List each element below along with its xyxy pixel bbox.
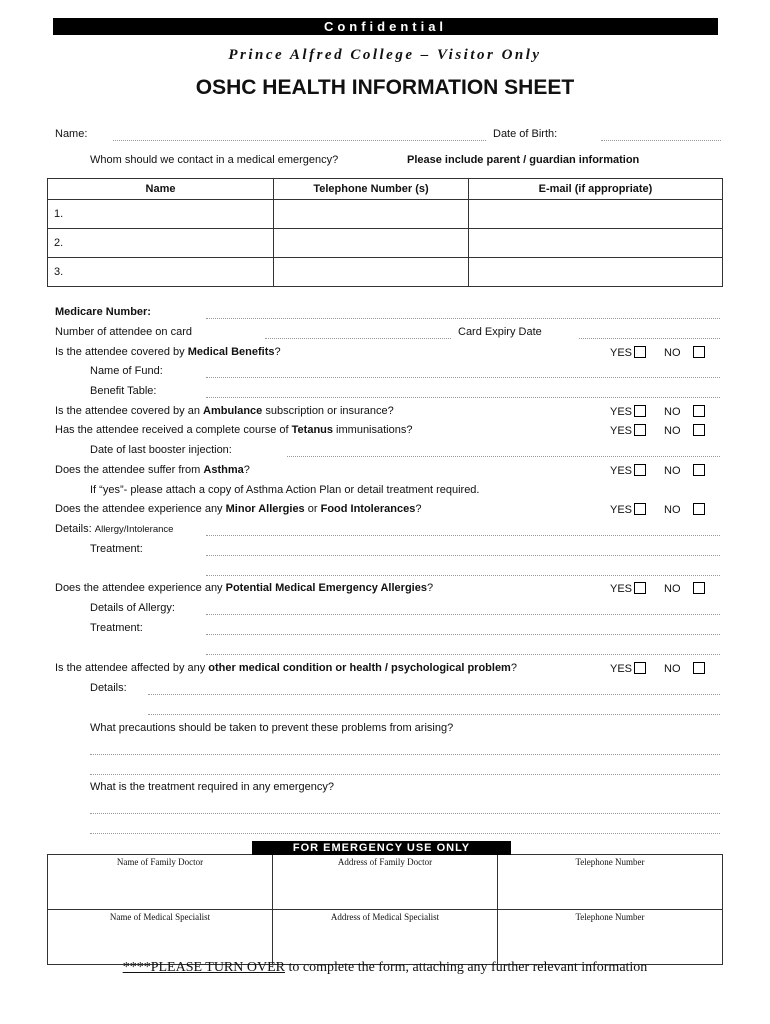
specialist-phone-cell[interactable]: Telephone Number: [498, 910, 723, 965]
contact-email-cell[interactable]: [469, 200, 723, 229]
ambulance-question: Is the attendee covered by an Ambulance subscription or insurance?: [55, 405, 394, 417]
yes-checkbox[interactable]: [634, 503, 646, 515]
allergy-details-label: Details: Allergy/Intolerance: [55, 523, 174, 535]
no-checkbox[interactable]: [693, 424, 705, 436]
attendee-number-label: Number of attendee on card: [55, 326, 192, 338]
no-checkbox[interactable]: [693, 464, 705, 476]
allergy-treatment-label: Treatment:: [90, 543, 143, 555]
benefit-table-field[interactable]: [206, 397, 720, 398]
confidential-banner: Confidential: [53, 18, 718, 35]
emergency-use-banner: FOR EMERGENCY USE ONLY: [252, 841, 511, 855]
college-subtitle: Prince Alfred College – Visitor Only: [228, 47, 542, 63]
tetanus-question: Has the attendee received a complete course of Tetanus immunisations?: [55, 424, 413, 436]
medical-benefits-question: Is the attendee covered by Medical Benefits?: [55, 346, 281, 358]
table-row: [48, 910, 723, 965]
benefit-table-label: Benefit Table:: [90, 385, 157, 397]
table-header-row: [48, 179, 723, 200]
contact-phone-cell[interactable]: [274, 229, 469, 258]
allergies-yes[interactable]: YES: [610, 503, 646, 516]
column-header-email: E-mail (if appropriate): [469, 179, 723, 200]
precautions-field[interactable]: [90, 754, 720, 755]
table-row: [48, 258, 723, 287]
family-doctor-name-cell[interactable]: Name of Family Doctor: [48, 855, 273, 910]
precautions-question: What precautions should be taken to prevent these problems from arising?: [90, 722, 454, 734]
yes-checkbox[interactable]: [634, 424, 646, 436]
allergy-treatment-field-2[interactable]: [206, 575, 720, 576]
medical-benefits-yes[interactable]: YES: [610, 346, 646, 359]
medicare-number-field[interactable]: [206, 318, 720, 319]
contact-email-cell[interactable]: [469, 229, 723, 258]
name-field[interactable]: [113, 140, 486, 141]
emergency-allergies-yes[interactable]: YES: [610, 582, 646, 595]
tetanus-yes[interactable]: YES: [610, 424, 646, 437]
allergy-details-field[interactable]: [206, 535, 720, 536]
specialist-address-cell[interactable]: Address of Medical Specialist: [273, 910, 498, 965]
card-expiry-label: Card Expiry Date: [458, 326, 542, 338]
contact-name-cell[interactable]: 3.: [48, 258, 274, 287]
other-details-field[interactable]: [148, 694, 720, 695]
dob-field[interactable]: [601, 140, 721, 141]
fund-name-label: Name of Fund:: [90, 365, 163, 377]
allergies-no[interactable]: NO: [664, 503, 705, 516]
contact-email-cell[interactable]: [469, 258, 723, 287]
contact-question: Whom should we contact in a medical emergency?: [90, 154, 339, 166]
asthma-question: Does the attendee suffer from Asthma?: [55, 464, 250, 476]
other-condition-question: Is the attendee affected by any other medical condition or health / psychological problem?: [55, 662, 517, 674]
contact-name-cell[interactable]: 1.: [48, 200, 274, 229]
emergency-treatment-label: Treatment:: [90, 622, 143, 634]
yes-checkbox[interactable]: [634, 405, 646, 417]
allergy-details-of-label: Details of Allergy:: [90, 602, 175, 614]
column-header-telephone: Telephone Number (s): [274, 179, 469, 200]
booster-label: Date of last booster injection:: [90, 444, 232, 456]
emergency-allergy-details-field[interactable]: [206, 614, 720, 615]
ambulance-yes[interactable]: YES: [610, 405, 646, 418]
treatment-required-field[interactable]: [90, 813, 720, 814]
asthma-yes[interactable]: YES: [610, 464, 646, 477]
card-expiry-field[interactable]: [579, 338, 720, 339]
other-condition-yes[interactable]: YES: [610, 662, 646, 675]
table-row: [48, 200, 723, 229]
yes-checkbox[interactable]: [634, 662, 646, 674]
other-condition-no[interactable]: NO: [664, 662, 705, 675]
treatment-required-question: What is the treatment required in any emergency?: [90, 781, 334, 793]
contact-note: Please include parent / guardian information: [407, 154, 640, 166]
minor-allergies-question: Does the attendee experience any Minor Allergies or Food Intolerances?: [55, 503, 422, 515]
table-row: [48, 855, 723, 910]
footer-note: ****PLEASE TURN OVER to complete the form, attaching any further relevant information: [122, 960, 648, 975]
contact-phone-cell[interactable]: [274, 200, 469, 229]
treatment-required-field-2[interactable]: [90, 833, 720, 834]
turn-over-text: ****PLEASE TURN OVER: [122, 960, 285, 975]
attendee-number-field[interactable]: [265, 338, 451, 339]
medical-benefits-no[interactable]: NO: [664, 346, 705, 359]
asthma-note: If “yes”- please attach a copy of Asthma Action Plan or detail treatment required.: [90, 484, 480, 496]
emergency-treatment-field[interactable]: [206, 634, 720, 635]
yes-checkbox[interactable]: [634, 346, 646, 358]
booster-field[interactable]: [287, 456, 720, 457]
family-doctor-address-cell[interactable]: Address of Family Doctor: [273, 855, 498, 910]
emergency-treatment-field-2[interactable]: [206, 654, 720, 655]
fund-name-field[interactable]: [206, 377, 720, 378]
contacts-table: [47, 178, 723, 287]
no-checkbox[interactable]: [693, 662, 705, 674]
no-checkbox[interactable]: [693, 503, 705, 515]
no-checkbox[interactable]: [693, 582, 705, 594]
yes-checkbox[interactable]: [634, 582, 646, 594]
no-checkbox[interactable]: [693, 346, 705, 358]
medicare-number-label: Medicare Number:: [55, 306, 151, 318]
dob-label: Date of Birth:: [493, 128, 558, 140]
precautions-field-2[interactable]: [90, 774, 720, 775]
emergency-allergies-question: Does the attendee experience any Potential Medical Emergency Allergies?: [55, 582, 434, 594]
yes-checkbox[interactable]: [634, 464, 646, 476]
page-title: OSHC HEALTH INFORMATION SHEET: [195, 76, 575, 99]
column-header-name: Name: [48, 179, 274, 200]
asthma-no[interactable]: NO: [664, 464, 705, 477]
specialist-name-cell[interactable]: Name of Medical Specialist: [48, 910, 273, 965]
allergy-treatment-field[interactable]: [206, 555, 720, 556]
emergency-allergies-no[interactable]: NO: [664, 582, 705, 595]
ambulance-no[interactable]: NO: [664, 405, 705, 418]
contact-phone-cell[interactable]: [274, 258, 469, 287]
contact-name-cell[interactable]: 2.: [48, 229, 274, 258]
emergency-table: [47, 854, 723, 965]
other-details-label: Details:: [90, 682, 127, 694]
name-label: Name:: [55, 128, 88, 140]
other-details-field-2[interactable]: [148, 714, 720, 715]
tetanus-no[interactable]: NO: [664, 424, 705, 437]
family-doctor-phone-cell[interactable]: Telephone Number: [498, 855, 723, 910]
no-checkbox[interactable]: [693, 405, 705, 417]
table-row: [48, 229, 723, 258]
